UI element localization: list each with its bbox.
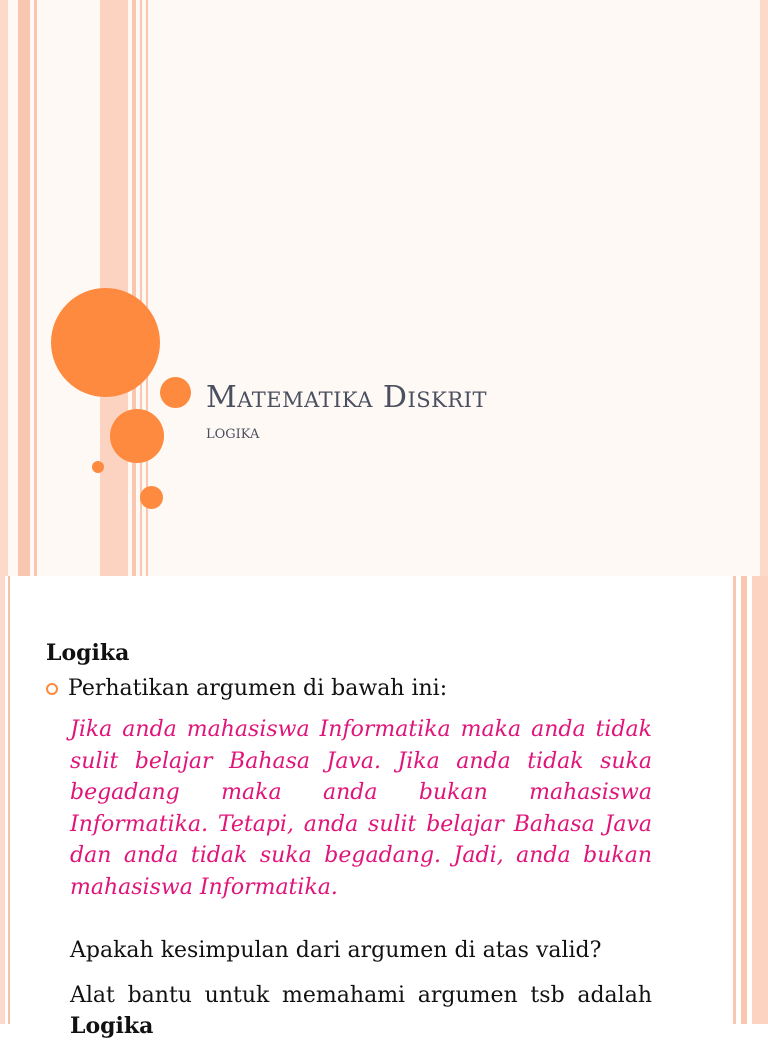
decorative-stripe (18, 0, 30, 576)
slide-title: Matematika Diskrit (206, 380, 487, 415)
medium-circle-decoration (110, 409, 164, 463)
content-slide (0, 576, 768, 1039)
tool-text (70, 980, 652, 1042)
orange-ring-bullet-icon (46, 683, 58, 695)
decorative-stripe (34, 0, 37, 576)
tiny-circle-decoration (92, 461, 104, 473)
small-circle-decoration (160, 377, 191, 408)
right-border-band (760, 0, 768, 576)
small-circle-decoration (140, 486, 163, 509)
section-heading: Logika (46, 640, 130, 666)
tool-text-bold: Logika (70, 1013, 154, 1039)
tool-text-body: Alat bantu untuk memahami argumen tsb adalah (70, 983, 652, 1008)
question-text: Apakah kesimpulan dari argumen di atas valid? (70, 938, 602, 963)
right-decorative-stripe (733, 576, 736, 1024)
large-circle-decoration (51, 288, 160, 397)
slide-subtitle: logika (206, 422, 260, 443)
argument-paragraph: Jika anda mahasiswa Informatika maka anda tidak sulit belajar Bahasa Java. Jika anda tidak suka begadang maka anda bukan mahasiswa Informatika. Tetapi, anda sulit belajar Bahasa Java dan anda tidak suka begadang. Jadi, anda bukan mahasiswa Informatika. (70, 717, 652, 900)
left-border-band (0, 576, 5, 1024)
bullet-text: Perhatikan argumen di bawah ini: (68, 676, 448, 701)
decorative-stripe (132, 0, 136, 576)
left-border-band (0, 0, 8, 576)
bullet-item (46, 676, 447, 701)
right-decorative-stripe (752, 576, 768, 1024)
right-decorative-stripe (741, 576, 747, 1024)
left-border-line (8, 576, 10, 1024)
